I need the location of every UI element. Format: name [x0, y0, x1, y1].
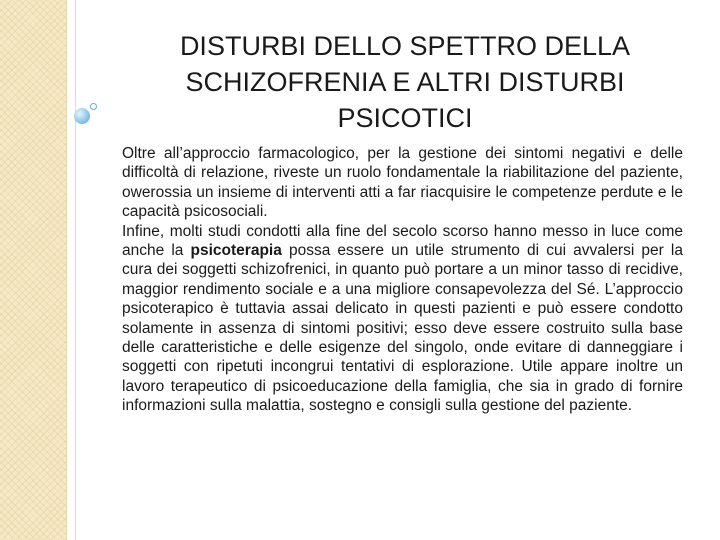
paragraph-psychotherapy-intro: Infine, molti studi condotti alla fine del secolo scorso hanno messo in luce come anche la: [122, 222, 683, 260]
slide-title: DISTURBI DELLO SPETTRO DELLA SCHIZOFRENIA E ALTRI DISTURBI PSICOTICI: [179, 31, 631, 133]
slide-body: [122, 144, 683, 416]
paragraph-psychotherapy-rest: possa essere un utile strumento di cui avvalersi per la cura dei soggetti schizofrenici, in quanto può portare a un minor tasso di recidive, maggior rendimento sociale e a una migliore consapevolezza del Sé. L’approccio psicoterapico è tuttavia assai delicato in questi pazienti e può essere condotto solamente in assenza di sintomi positivi; esso deve essere costruito sulla base delle caratteristiche e delle esigenze del singolo, onde evitare di danneggiare i soggetti con ripetuti incongrui tentativi di esplorazione. Utile appare inoltre un lavoro terapeutico di psicoeducazione della famiglia, che sia in grado di fornire informazioni sulla malattia, sostegno e consigli sulla gestione del paziente.: [122, 242, 683, 415]
decorative-bubble-small: [90, 103, 97, 110]
psicoterapia-highlight: psicoterapia: [190, 242, 282, 260]
paragraph-psychotherapy: [122, 222, 683, 416]
decorative-side-band: [0, 0, 67, 540]
decorative-bubble-large: [74, 108, 90, 124]
paragraph-rehabilitation: Oltre all’approccio farmacologico, per la gestione dei sintomi negativi e delle difficoltà di relazione, riveste un ruolo fondamentale la riabilitazione del paziente, owerossia un insieme di interventi atti a far riacquisire le competenze perdute e le capacità psicosociali.: [122, 145, 683, 221]
decorative-vertical-line: [75, 0, 76, 540]
